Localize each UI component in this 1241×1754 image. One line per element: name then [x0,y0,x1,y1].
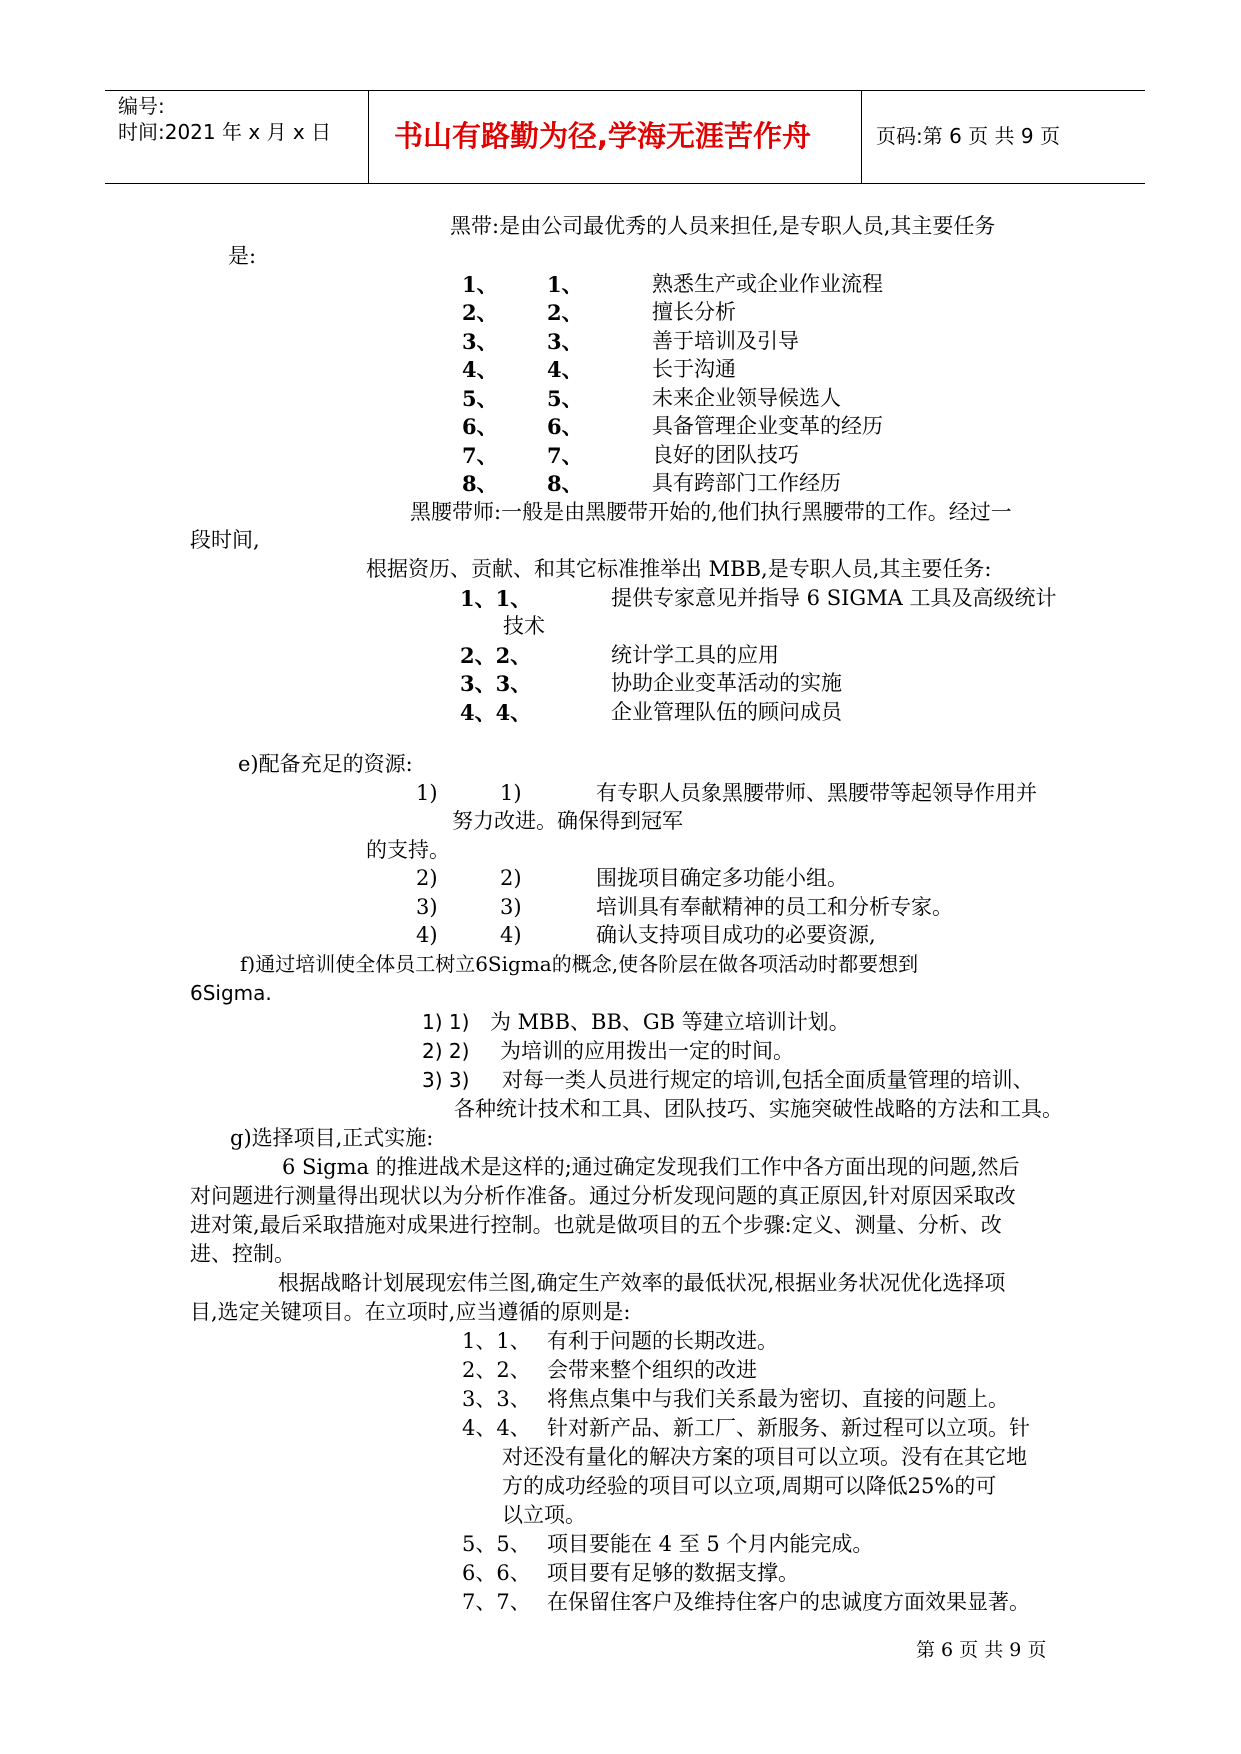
list-item-num: 4、4、 [460,700,532,725]
list-item-text: 善于培训及引导 [652,329,799,353]
list-item-text: 统计学工具的应用 [611,643,779,667]
mbb-intro-cont2: 根据资历、贡献、和其它标准推举出 MBB,是专职人员,其主要任务: [366,557,992,581]
list-item-num: 2、2、 [460,643,532,668]
list-item-num: 2、2、 [462,1358,531,1382]
list-item-text: 企业管理队伍的顾问成员 [611,700,842,724]
list-item-num: 7、7、 [462,1590,531,1614]
list-item-text: 具有跨部门工作经历 [652,471,841,495]
list-item-num: 1) [416,781,438,805]
list-item-text: 会带来整个组织的改进 [547,1358,757,1382]
list-item-num: 2) [500,866,522,890]
list-item-text: 确认支持项目成功的必要资源, [596,923,876,947]
black-belt-intro: 黑带:是由公司最优秀的人员来担任,是专职人员,其主要任务 [450,214,996,238]
list-item-num: 2) 2) [422,1039,470,1063]
list-item-num: 3、 [462,329,498,354]
list-item-num: 4、 [462,357,498,382]
list-item-num: 8、 [462,471,498,496]
list-item-text: 长于沟通 [652,357,736,381]
list-item-text-cont: 努力改进。确保得到冠军 [452,809,683,833]
list-item-text-cont: 方的成功经验的项目可以立项,周期可以降低25%的可 [502,1474,997,1498]
list-item-num: 3、3、 [460,671,532,696]
list-item-text-cont: 各种统计技术和工具、团队技巧、实施突破性战略的方法和工具。 [454,1097,1063,1121]
section-f-line-cont: 6Sigma. [190,981,272,1005]
list-item-num: 4、 [547,357,583,382]
header-bottom-rule [105,183,1145,184]
list-item-num: 2) [416,866,438,890]
paragraph-line: 对问题进行测量得出现状以为分析作准备。通过分析发现问题的真正原因,针对原因采取改 [190,1184,1016,1208]
header-divider-right [861,90,862,184]
list-item-num: 6、 [462,414,498,439]
list-item-num: 5、5、 [462,1532,531,1556]
list-item-text: 提供专家意见并指导 6 SIGMA 工具及高级统计 [611,586,1057,610]
list-item-text: 有专职人员象黑腰带师、黑腰带等起领导作用并 [596,781,1037,805]
list-item-text: 有利于问题的长期改进。 [547,1329,778,1353]
list-item-num: 7、 [547,443,583,468]
list-item-text: 项目要能在 4 至 5 个月内能完成。 [547,1532,874,1556]
list-item-text-cont: 的支持。 [366,838,450,862]
list-item-text: 围拢项目确定多功能小组。 [596,866,848,890]
list-item-text: 擅长分析 [652,300,736,324]
list-item-num: 5、 [462,386,498,411]
paragraph-line: 进、控制。 [190,1242,295,1266]
list-item-num: 6、6、 [462,1561,531,1585]
list-item-text-cont: 技术 [503,614,545,638]
header-page-label: 页码:第 6 页 共 9 页 [876,124,1060,148]
list-item-text: 具备管理企业变革的经历 [652,414,883,438]
header-time-label: 时间:2021 年 x 月 x 日 [118,120,332,144]
list-item-num: 1、1、 [462,1329,531,1353]
section-f-line: f)通过培训使全体员工树立6Sigma的概念,使各阶层在做各项活动时都要想到 [240,952,919,976]
list-item-text: 将焦点集中与我们关系最为密切、直接的问题上。 [547,1387,1009,1411]
list-item-text-cont: 对还没有量化的解决方案的项目可以立项。没有在其它地 [502,1445,1027,1469]
black-belt-intro-cont: 是: [228,244,257,268]
list-item-text-cont: 以立项。 [502,1503,586,1527]
list-item-text: 良好的团队技巧 [652,443,799,467]
list-item-text: 为 MBB、BB、GB 等建立培训计划。 [490,1010,850,1034]
header-divider-left [368,90,369,184]
list-item-num: 3) 3) [422,1068,470,1092]
list-item-num: 7、 [462,443,498,468]
list-item-text: 培训具有奉献精神的员工和分析专家。 [596,895,953,919]
paragraph-line: 6 Sigma 的推进战术是这样的;通过确定发现我们工作中各方面出现的问题,然后 [282,1155,1020,1179]
list-item-num: 2、 [462,300,498,325]
list-item-num: 1、1、 [460,586,532,611]
list-item-num: 1) 1) [422,1010,470,1034]
list-item-text: 对每一类人员进行规定的培训,包括全面质量管理的培训、 [502,1068,1034,1092]
list-item-num: 3) [500,895,522,919]
paragraph-line: 目,选定关键项目。在立项时,应当遵循的原则是: [190,1300,631,1324]
list-item-num: 1) [500,781,522,805]
list-item-text: 针对新产品、新工厂、新服务、新过程可以立项。针 [547,1416,1030,1440]
list-item-num: 3、 [547,329,583,354]
paragraph-line: 进对策,最后采取措施对成果进行控制。也就是做项目的五个步骤:定义、测量、分析、改 [190,1213,1002,1237]
list-item-text: 在保留住客户及维持住客户的忠诚度方面效果显著。 [547,1590,1030,1614]
footer-page-label: 第 6 页 共 9 页 [916,1639,1047,1661]
list-item-text: 未来企业领导候选人 [652,386,841,410]
list-item-num: 1、 [547,272,583,297]
list-item-num: 6、 [547,414,583,439]
mbb-intro-cont: 段时间, [190,528,260,552]
header-motto: 书山有路勤为径,学海无涯苦作舟 [394,119,812,153]
section-e-heading: e)配备充足的资源: [238,752,413,776]
list-item-text: 项目要有足够的数据支撑。 [547,1561,799,1585]
list-item-num: 4) [500,923,522,947]
list-item-num: 2、 [547,300,583,325]
paragraph-line: 根据战略计划展现宏伟兰图,确定生产效率的最低状况,根据业务状况优化选择项 [278,1271,1006,1295]
list-item-num: 8、 [547,471,583,496]
list-item-text: 协助企业变革活动的实施 [611,671,842,695]
list-item-num: 4、4、 [462,1416,531,1440]
list-item-text: 为培训的应用拨出一定的时间。 [500,1039,794,1063]
header-top-rule [105,90,1145,91]
list-item-num: 5、 [547,386,583,411]
list-item-num: 4) [416,923,438,947]
list-item-text: 熟悉生产或企业作业流程 [652,272,883,296]
list-item-num: 3、3、 [462,1387,531,1411]
list-item-num: 3) [416,895,438,919]
header-number-label: 编号: [118,94,165,118]
section-g-heading: g)选择项目,正式实施: [230,1126,434,1150]
mbb-intro: 黑腰带师:一般是由黑腰带开始的,他们执行黑腰带的工作。经过一 [410,500,1012,524]
list-item-num: 1、 [462,272,498,297]
